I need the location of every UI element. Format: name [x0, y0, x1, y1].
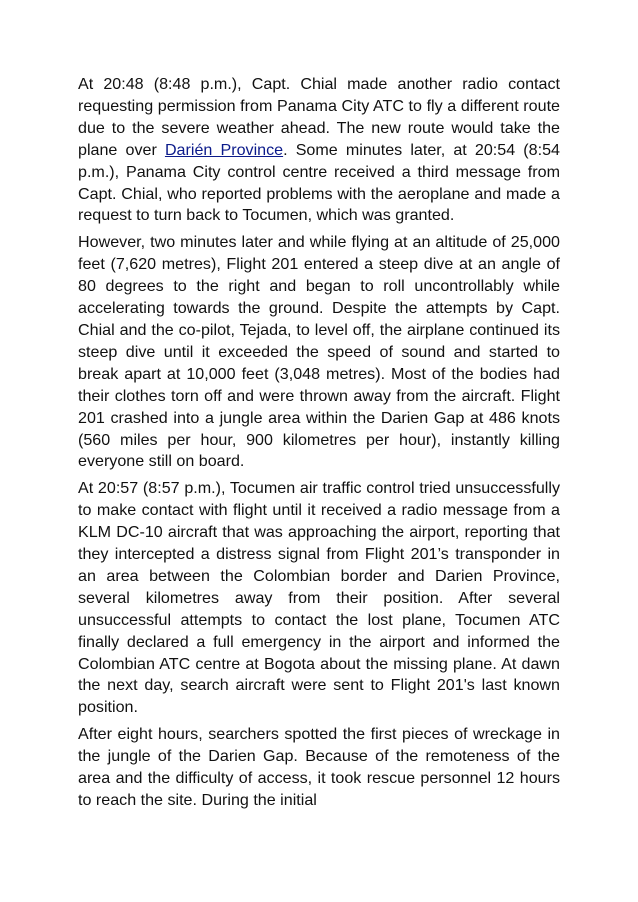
paragraph-radio-contact — [78, 74, 560, 227]
paragraph-wreckage-search: After eight hours, searchers spotted the first pieces of wreckage in the jungle of the Darien Gap. Because of the remoteness of the area and the difficulty of access, it took rescue personnel 12 hours to reach the site. During the initial — [78, 725, 560, 809]
paragraph-steep-dive: However, two minutes later and while flying at an altitude of 25,000 feet (7,620 metres), Flight 201 entered a steep dive at an angle of 80 degrees to the right and began to roll uncontrollably while accelerating towards the ground. Despite the attempts by Capt. Chial and the co-pilot, Tejada, to level off, the airplane continued its steep dive until it exceeded the speed of sound and started to break apart at 10,000 feet (3,048 metres). Most of the bodies had their clothes torn off and were thrown away from the aircraft. Flight 201 crashed into a jungle area within the Darien Gap at 486 knots (560 miles per hour, 900 kilometres per hour), instantly killing everyone still on board. — [78, 233, 560, 471]
paragraph-text: . Some minutes later, at 20:54 (8:54 p.m.), Panama City control centre received a third message from Capt. Chial, who reported problems with the aeroplane and made a request to turn back to Tocumen, which was granted. — [78, 140, 560, 225]
darien-province-link[interactable]: Darién Province — [164, 140, 284, 159]
paragraph-text: At 20:48 (8:48 p.m.), Capt. Chial made another radio contact requesting permission from Panama City ATC to fly a different route due to the severe weather ahead. The new route would take the plane over — [78, 75, 560, 159]
document-body — [78, 74, 560, 817]
paragraph-atc-contact: At 20:57 (8:57 p.m.), Tocumen air traffic control tried unsuccessfully to make contact with flight until it received a radio message from a KLM DC-10 aircraft that was approaching the airport, reporting that they intercepted a distress signal from Flight 201’s transponder in an area between the Colombian border and Darien Province, several kilometres away from their position. After several unsuccessful attempts to contact the lost plane, Tocumen ATC finally declared a full emergency in the airport and informed the Colombian ATC centre at Bogota about the missing plane. At dawn the next day, search aircraft were sent to Flight 201's last known position. — [78, 479, 560, 717]
